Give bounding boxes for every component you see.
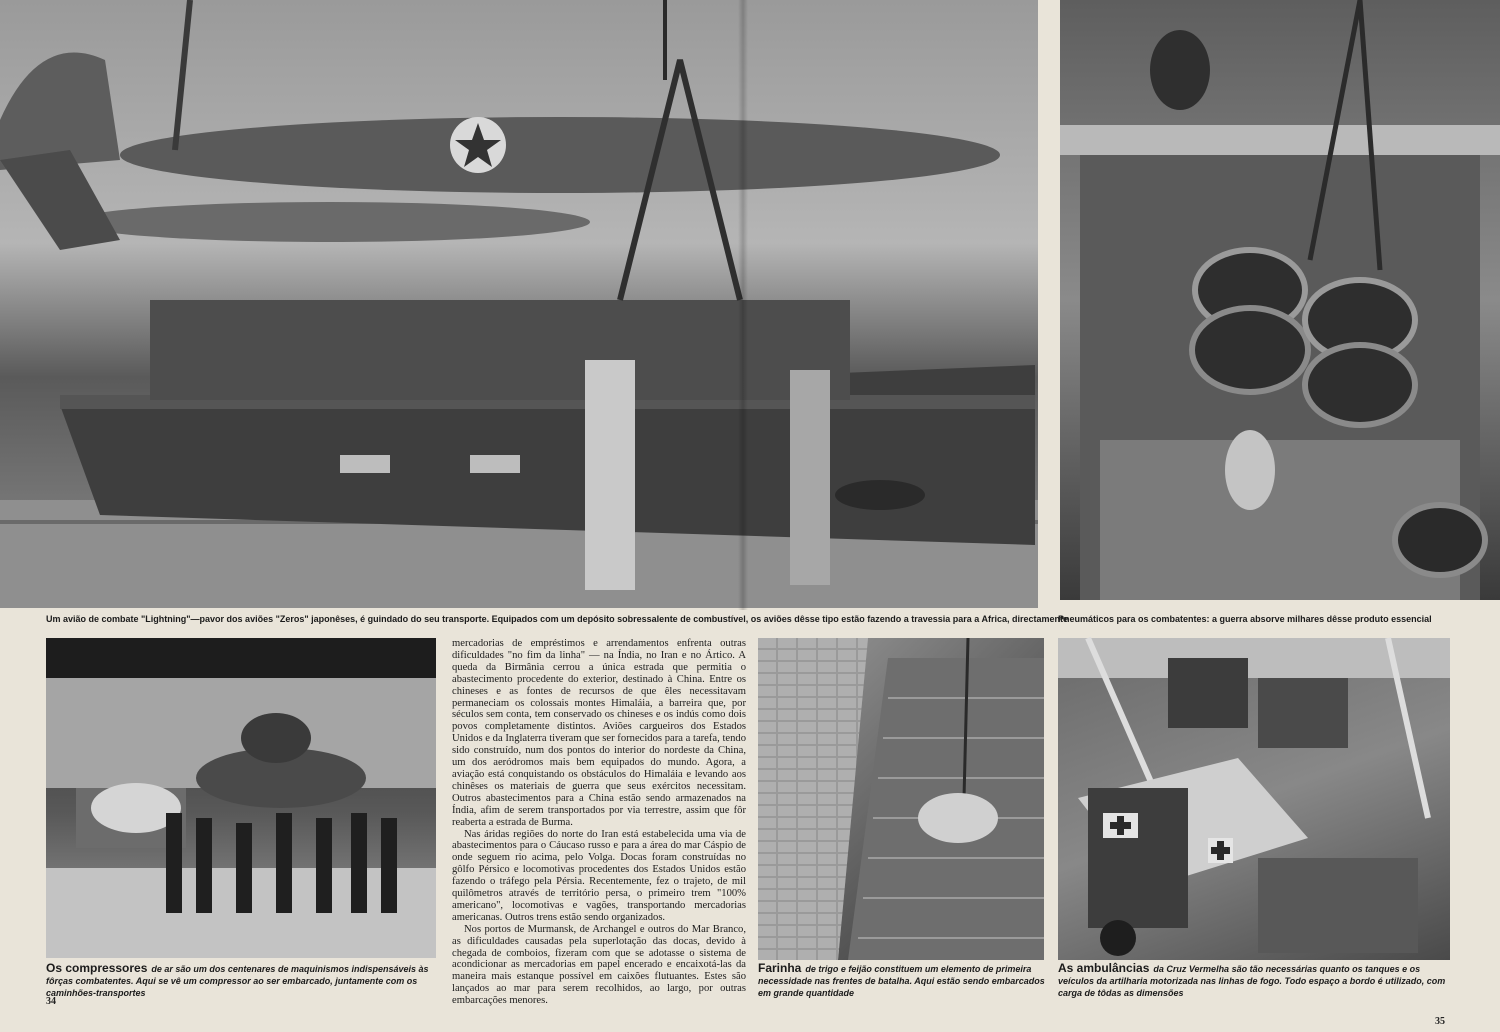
lightning-caption: Um avião de combate "Lightning"—pavor dos aviões "Zeros" japonêses, é guindado do seu transporte. Equipados com um depósito sobressalente de combustível, os aviões dêsse tipo estão fazendo a travessia para a Africa, directamente [46,614,1069,624]
ambulances-caption [1058,961,1450,998]
flour-sacks-hold-icon [758,638,1044,960]
compressor-caption-lead: Os compressores [46,961,148,975]
article-text [452,638,746,1008]
tires-photo [1060,0,1500,600]
compressor-caption [46,961,436,998]
tires-hoist-icon [1060,0,1500,600]
article-paragraph: Nos portos de Murmansk, de Archangel e outros do Mar Branco, as dificuldades causadas pela superlotação das docas, devido à chegada de comboios, fizeram com que se adotasse o sistema de acondicionar as mercadorias em papel encerado e encaixotá-las da maneira mais estanque possível em caixões flutuantes. Estes são lançados ao mar para serem recolhidos, ao largo, por outras embarcações menores. [452,923,746,1007]
compressor-caption-body: de ar são um dos centenares de maquinismos indispensáveis às fôrças combatentes. Aqui se vê um compressor ao ser embarcado, juntamente com os caminhões-transportes [46,964,429,998]
ambulances-hold-icon [1058,638,1450,960]
page-number-left: 34 [46,996,56,1007]
compressor-loading-icon [46,638,436,958]
fighter-plane-crane-icon [0,0,1038,608]
ambulances-photo [1058,638,1450,960]
flour-caption-lead: Farinha [758,961,802,975]
page-number-right: 35 [1435,1016,1445,1027]
flour-caption-body: de trigo e feijão constituem um elemento de primeira necessidade nas frentes de batalha. Aqui estão sendo embarcados em grande quantidade [758,964,1045,998]
page-gutter [738,0,748,610]
tires-caption: Pneumáticos para os combatentes: a guerra absorve milhares dêsse produto essencial [1058,614,1432,624]
compressor-photo [46,638,436,958]
article-paragraph: Nas áridas regiões do norte do Iran está estabelecida uma via de abastecimentos para o Cáucaso russo e para a área do mar Cáspio de onde seguem rio acima, pelo Volga. Docas foram construídas no gôlfo Pérsico e locomotivas procedentes dos Estados Unidos estão fazendo o tráfego pela Pérsia. Recentemente, fez o trajeto, de mil quilômetros através de território persa, o primeiro trem "100% americano", locomotivas e vagões, transportando mercadorias americanas. Outros trens estão sendo organizados. [452,828,746,923]
ambulances-caption-body: da Cruz Vermelha são tão necessárias quanto os tanques e os veículos da artilharia motorizada nas linhas de fogo. Todo espaço a bordo é utilizado, com carga de tôdas as dimensões [1058,964,1446,998]
flour-caption [758,961,1048,998]
lightning-plane-photo [0,0,1038,608]
ambulances-caption-lead: As ambulâncias [1058,961,1150,975]
article-paragraph: mercadorias de empréstimos e arrendamentos enfrenta outras dificuldades "no fim da linha" — na Índia, no Iran e no Ártico. A queda da Birmânia cerrou a única estrada que permitia o abastecimento procedente do exterior, destinado à China. Entre os chineses e as fontes de recursos de que êles necessitavam permaneciam os colossais montes Himaláia, a barreira que, por séculos sem conta, tem conservado os chineses e os indús como dois povos completamente distintos. Aviões cargueiros dos Estados Unidos e da Inglaterra tiveram que ser fornecidos para a tarefa, tendo sido construído, num dos pontos do interior do nordeste da China, um dos aeródromos mais bem equipados do mundo. Agora, a aviação está conquistando os obstáculos do Himaláia e levando aos chinêses os materiais de guerra que seus exércitos necessitam. Outros abastecimentos para a China estão sendo armazenados na Índia, afim de serem transportados por via terrestre, assim que fôr reaberta a estrada de Burma. [452,638,746,828]
flour-photo [758,638,1044,960]
